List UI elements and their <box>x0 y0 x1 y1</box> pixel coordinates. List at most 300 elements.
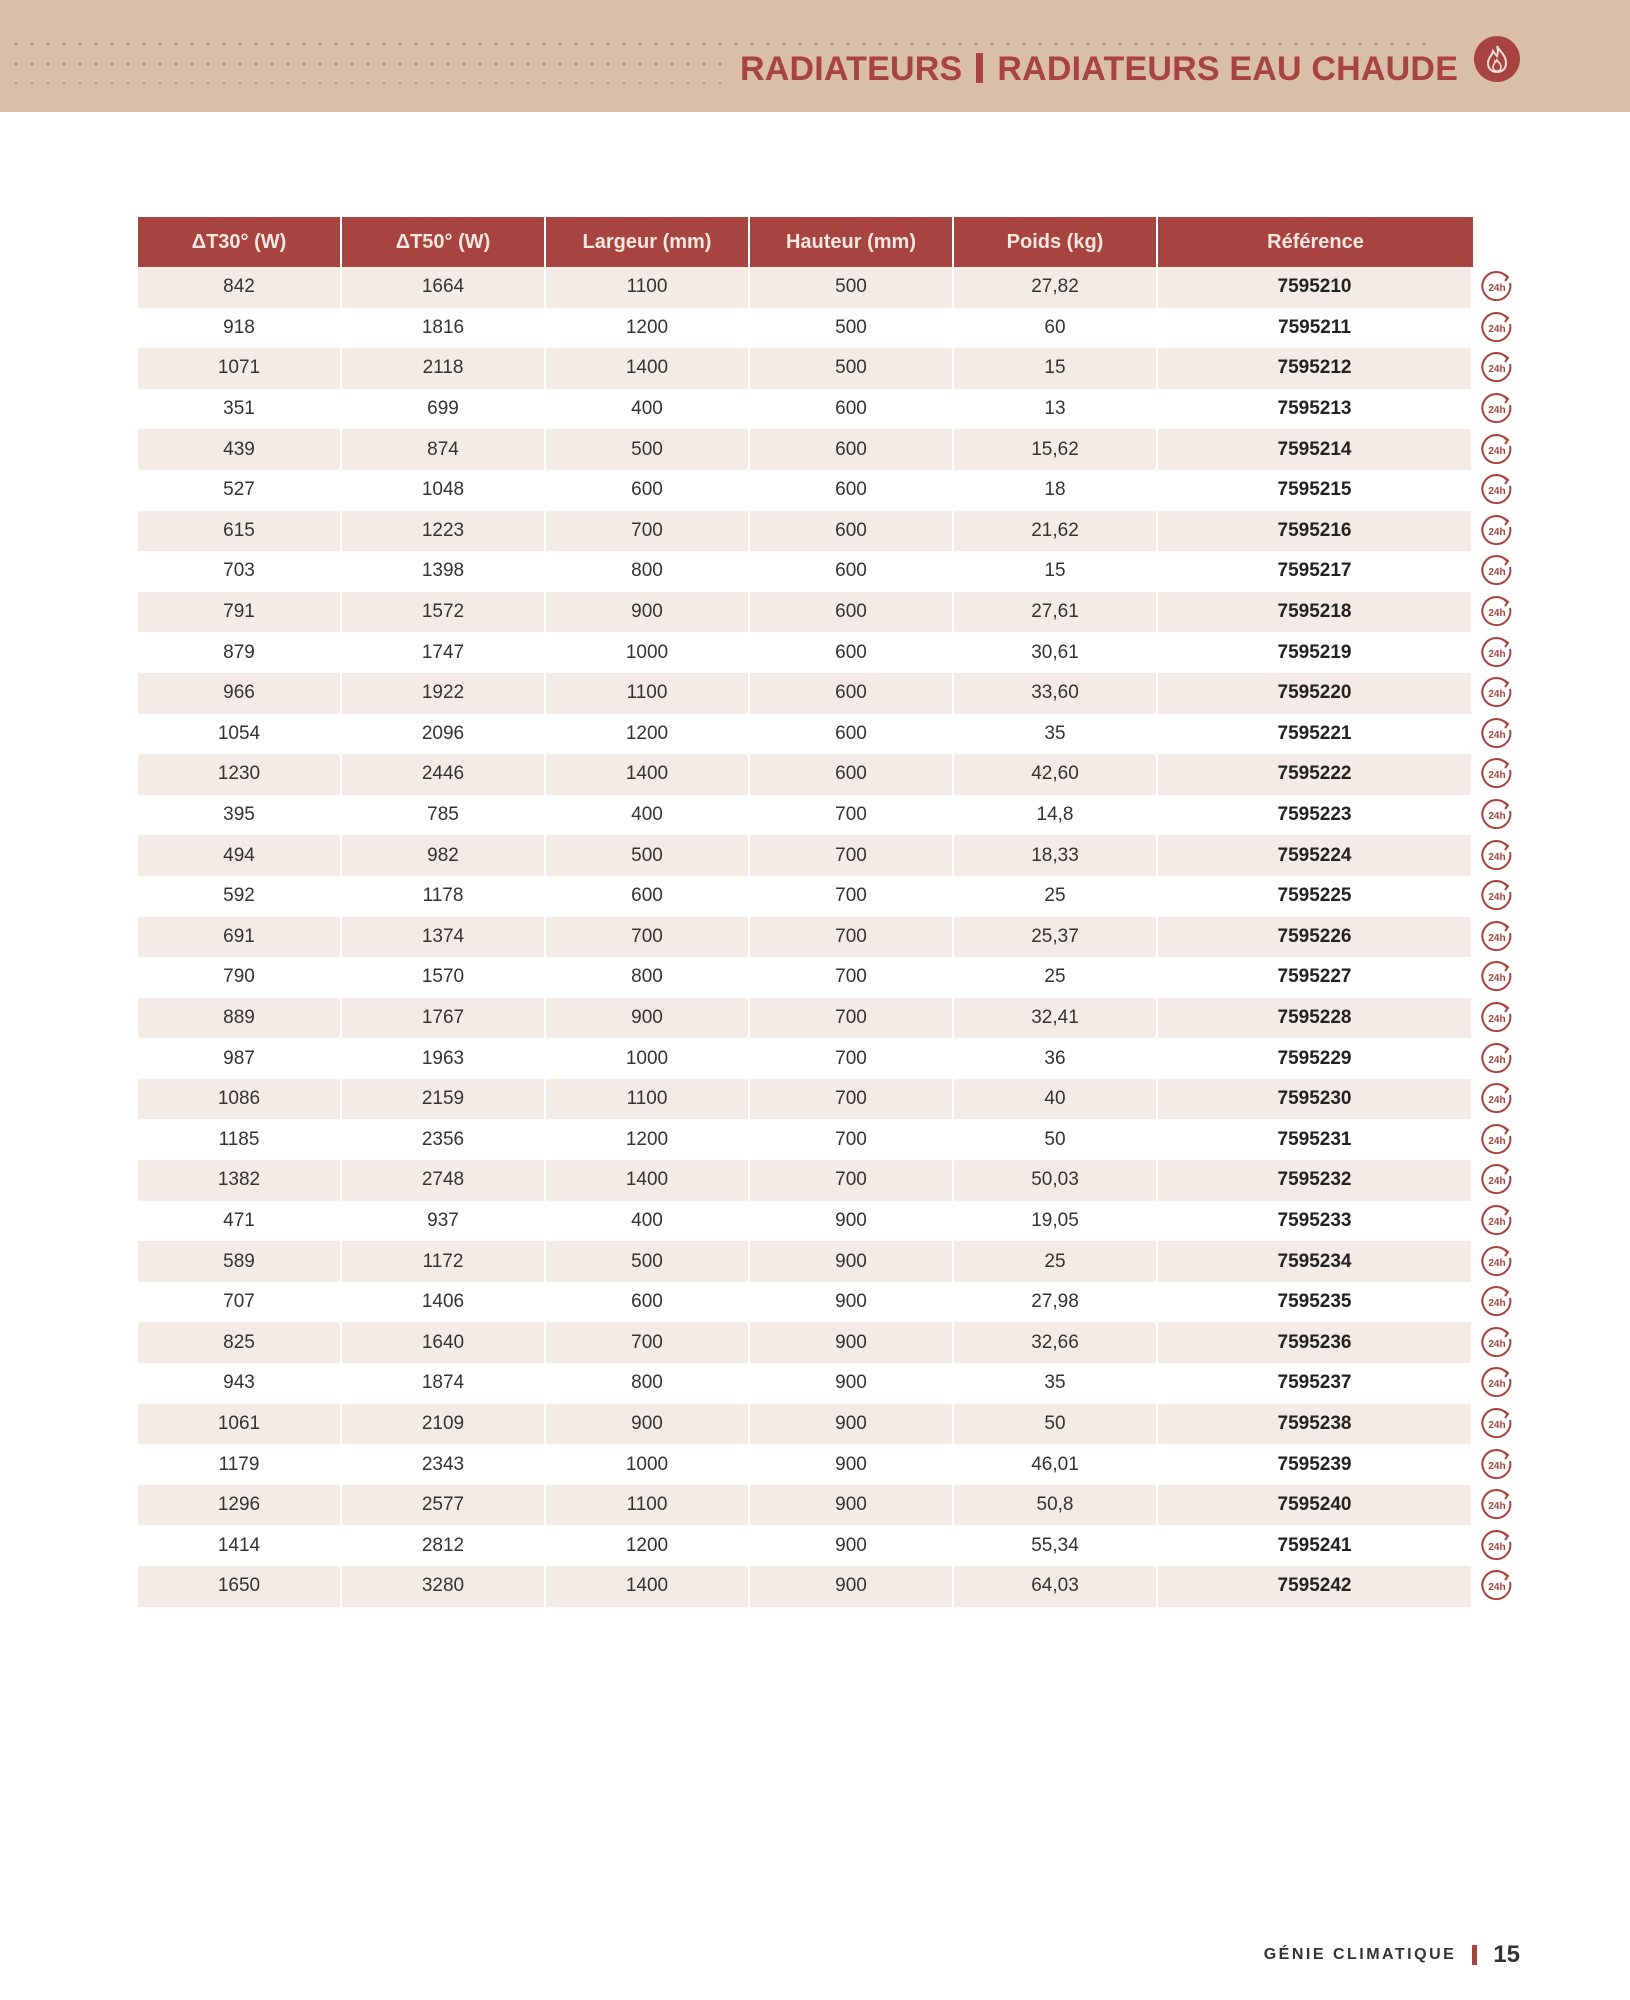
table-cell: 21,62 <box>954 511 1158 552</box>
table-row <box>138 1241 1506 1282</box>
table-cell: 1200 <box>546 308 750 349</box>
table-cell: 1172 <box>342 1241 546 1282</box>
table-cell: 691 <box>138 917 342 958</box>
table-row <box>138 754 1506 795</box>
table-cell: 35 <box>954 714 1158 755</box>
reference-cell: 7595231 <box>1158 1119 1473 1160</box>
table-cell: 14,8 <box>954 795 1158 836</box>
table-cell: 42,60 <box>954 754 1158 795</box>
table-cell: 1664 <box>342 267 546 308</box>
table-cell: 500 <box>546 429 750 470</box>
reference-cell: 7595219 <box>1158 632 1473 673</box>
table-cell: 18 <box>954 470 1158 511</box>
reference-cell: 7595224 <box>1158 835 1473 876</box>
reference-cell: 7595239 <box>1158 1444 1473 1485</box>
reference-cell: 7595212 <box>1158 348 1473 389</box>
delivery-24h-icon <box>1480 920 1514 954</box>
title-separator <box>976 53 983 83</box>
table-cell: 1000 <box>546 632 750 673</box>
product-table <box>138 217 1506 1607</box>
table-row <box>138 795 1506 836</box>
table-cell: 900 <box>546 998 750 1039</box>
table-row <box>138 511 1506 552</box>
table-cell: 500 <box>546 835 750 876</box>
table-cell: 400 <box>546 1201 750 1242</box>
reference-cell: 7595232 <box>1158 1160 1473 1201</box>
table-row <box>138 470 1506 511</box>
table-cell: 25 <box>954 957 1158 998</box>
reference-cell: 7595229 <box>1158 1038 1473 1079</box>
table-cell: 19,05 <box>954 1201 1158 1242</box>
table-cell: 400 <box>546 795 750 836</box>
svg-text:24h: 24h <box>1488 729 1506 741</box>
table-cell: 1185 <box>138 1119 342 1160</box>
table-cell: 1223 <box>342 511 546 552</box>
table-cell: 900 <box>546 1404 750 1445</box>
reference-cell: 7595222 <box>1158 754 1473 795</box>
table-cell: 25 <box>954 876 1158 917</box>
table-cell: 900 <box>750 1282 954 1323</box>
table-cell: 889 <box>138 998 342 1039</box>
table-cell: 2109 <box>342 1404 546 1445</box>
table-cell: 1406 <box>342 1282 546 1323</box>
delivery-24h-icon <box>1480 473 1514 507</box>
svg-text:24h: 24h <box>1488 364 1506 376</box>
table-cell: 1963 <box>342 1038 546 1079</box>
svg-text:24h: 24h <box>1488 1541 1506 1553</box>
svg-text:24h: 24h <box>1488 851 1506 863</box>
reference-cell: 7595216 <box>1158 511 1473 552</box>
table-cell: 600 <box>750 592 954 633</box>
table-cell: 27,98 <box>954 1282 1158 1323</box>
page-footer <box>1264 1940 1520 1970</box>
table-cell: 50,8 <box>954 1485 1158 1526</box>
reference-cell: 7595242 <box>1158 1566 1473 1607</box>
table-row <box>138 998 1506 1039</box>
delivery-24h-icon <box>1480 676 1514 710</box>
table-cell: 439 <box>138 429 342 470</box>
table-cell: 2748 <box>342 1160 546 1201</box>
table-cell: 700 <box>546 1322 750 1363</box>
delivery-24h-icon <box>1480 798 1514 832</box>
table-cell: 842 <box>138 267 342 308</box>
table-cell: 471 <box>138 1201 342 1242</box>
table-cell: 50,03 <box>954 1160 1158 1201</box>
table-cell: 707 <box>138 1282 342 1323</box>
reference-cell: 7595210 <box>1158 267 1473 308</box>
table-cell: 1400 <box>546 1160 750 1201</box>
table-cell: 900 <box>750 1444 954 1485</box>
reference-cell: 7595217 <box>1158 551 1473 592</box>
svg-text:24h: 24h <box>1488 567 1506 579</box>
table-cell: 1398 <box>342 551 546 592</box>
table-cell: 395 <box>138 795 342 836</box>
table-cell: 1874 <box>342 1363 546 1404</box>
table-cell: 592 <box>138 876 342 917</box>
delivery-24h-icon <box>1480 1001 1514 1035</box>
table-cell: 790 <box>138 957 342 998</box>
table-row <box>138 1038 1506 1079</box>
table-cell: 50 <box>954 1119 1158 1160</box>
column-header: Hauteur (mm) <box>750 217 954 267</box>
delivery-24h-icon <box>1480 433 1514 467</box>
table-cell: 1100 <box>546 1485 750 1526</box>
svg-text:24h: 24h <box>1488 323 1506 335</box>
table-cell: 800 <box>546 551 750 592</box>
table-cell: 900 <box>546 592 750 633</box>
delivery-24h-icon <box>1480 960 1514 994</box>
table-cell: 18,33 <box>954 835 1158 876</box>
table-cell: 600 <box>750 389 954 430</box>
reference-cell: 7595220 <box>1158 673 1473 714</box>
svg-text:24h: 24h <box>1488 1501 1506 1513</box>
delivery-24h-icon <box>1480 636 1514 670</box>
table-cell: 36 <box>954 1038 1158 1079</box>
table-cell: 600 <box>750 511 954 552</box>
table-cell: 400 <box>546 389 750 430</box>
dot-pattern <box>8 34 728 84</box>
table-cell: 700 <box>750 795 954 836</box>
table-row <box>138 308 1506 349</box>
table-cell: 351 <box>138 389 342 430</box>
table-cell: 3280 <box>342 1566 546 1607</box>
reference-cell: 7595228 <box>1158 998 1473 1039</box>
svg-text:24h: 24h <box>1488 1054 1506 1066</box>
reference-cell: 7595236 <box>1158 1322 1473 1363</box>
table-cell: 700 <box>750 917 954 958</box>
delivery-24h-icon <box>1480 595 1514 629</box>
table-cell: 1000 <box>546 1038 750 1079</box>
svg-text:24h: 24h <box>1488 1379 1506 1391</box>
table-cell: 1400 <box>546 1566 750 1607</box>
table-cell: 1054 <box>138 714 342 755</box>
table-cell: 25,37 <box>954 917 1158 958</box>
table-cell: 46,01 <box>954 1444 1158 1485</box>
delivery-24h-icon <box>1480 1326 1514 1360</box>
table-row <box>138 1201 1506 1242</box>
svg-text:24h: 24h <box>1488 1013 1506 1025</box>
table-cell: 1650 <box>138 1566 342 1607</box>
table-cell: 700 <box>750 998 954 1039</box>
svg-text:24h: 24h <box>1488 405 1506 417</box>
table-cell: 900 <box>750 1404 954 1445</box>
table-cell: 1414 <box>138 1525 342 1566</box>
table-row <box>138 835 1506 876</box>
svg-text:24h: 24h <box>1488 811 1506 823</box>
table-cell: 2577 <box>342 1485 546 1526</box>
table-cell: 1178 <box>342 876 546 917</box>
table-cell: 32,66 <box>954 1322 1158 1363</box>
svg-text:24h: 24h <box>1488 283 1506 295</box>
delivery-24h-icon <box>1480 270 1514 304</box>
table-cell: 700 <box>750 876 954 917</box>
table-cell: 900 <box>750 1322 954 1363</box>
table-row <box>138 714 1506 755</box>
table-cell: 800 <box>546 1363 750 1404</box>
table-cell: 1296 <box>138 1485 342 1526</box>
table-cell: 615 <box>138 511 342 552</box>
column-header: Référence <box>1267 230 1364 253</box>
table-cell: 2096 <box>342 714 546 755</box>
table-cell: 966 <box>138 673 342 714</box>
reference-cell: 7595223 <box>1158 795 1473 836</box>
svg-text:24h: 24h <box>1488 1460 1506 1472</box>
title-category: RADIATEURS <box>740 50 963 88</box>
svg-text:24h: 24h <box>1488 932 1506 944</box>
reference-cell: 7595237 <box>1158 1363 1473 1404</box>
table-cell: 1000 <box>546 1444 750 1485</box>
delivery-24h-icon <box>1480 1407 1514 1441</box>
delivery-24h-icon <box>1480 392 1514 426</box>
table-cell: 600 <box>750 714 954 755</box>
table-row <box>138 1119 1506 1160</box>
table-cell: 55,34 <box>954 1525 1158 1566</box>
reference-cell: 7595214 <box>1158 429 1473 470</box>
svg-text:24h: 24h <box>1488 770 1506 782</box>
header-band <box>0 0 1630 112</box>
table-cell: 1922 <box>342 673 546 714</box>
delivery-24h-icon <box>1480 1204 1514 1238</box>
table-cell: 900 <box>750 1241 954 1282</box>
footer-section: GÉNIE CLIMATIQUE <box>1263 1946 1457 1963</box>
reference-cell: 7595230 <box>1158 1079 1473 1120</box>
delivery-24h-icon <box>1480 1042 1514 1076</box>
table-cell: 1767 <box>342 998 546 1039</box>
delivery-24h-icon <box>1480 351 1514 385</box>
title-subcategory: RADIATEURS EAU CHAUDE <box>997 50 1459 88</box>
table-cell: 32,41 <box>954 998 1158 1039</box>
table-row <box>138 876 1506 917</box>
table-cell: 1200 <box>546 714 750 755</box>
table-cell: 13 <box>954 389 1158 430</box>
table-row <box>138 1444 1506 1485</box>
table-cell: 700 <box>750 1079 954 1120</box>
reference-cell: 7595240 <box>1158 1485 1473 1526</box>
delivery-24h-icon <box>1480 1285 1514 1319</box>
table-cell: 700 <box>546 917 750 958</box>
table-header <box>138 217 1473 267</box>
table-cell: 15,62 <box>954 429 1158 470</box>
reference-cell: 7595241 <box>1158 1525 1473 1566</box>
table-cell: 527 <box>138 470 342 511</box>
table-row <box>138 1322 1506 1363</box>
table-cell: 1048 <box>342 470 546 511</box>
table-cell: 40 <box>954 1079 1158 1120</box>
table-cell: 589 <box>138 1241 342 1282</box>
svg-text:24h: 24h <box>1488 892 1506 904</box>
table-cell: 1816 <box>342 308 546 349</box>
table-cell: 700 <box>750 1119 954 1160</box>
svg-text:24h: 24h <box>1488 648 1506 660</box>
column-header: Poids (kg) <box>954 217 1158 267</box>
delivery-24h-icon <box>1480 1123 1514 1157</box>
table-row <box>138 1404 1506 1445</box>
svg-text:24h: 24h <box>1488 486 1506 498</box>
table-cell: 1572 <box>342 592 546 633</box>
table-cell: 500 <box>750 348 954 389</box>
table-cell: 600 <box>546 876 750 917</box>
reference-cell: 7595234 <box>1158 1241 1473 1282</box>
table-cell: 700 <box>750 1038 954 1079</box>
table-cell: 900 <box>750 1485 954 1526</box>
table-cell: 30,61 <box>954 632 1158 673</box>
table-cell: 600 <box>750 632 954 673</box>
table-cell: 800 <box>546 957 750 998</box>
table-cell: 1640 <box>342 1322 546 1363</box>
table-cell: 600 <box>750 754 954 795</box>
svg-text:24h: 24h <box>1488 608 1506 620</box>
table-cell: 600 <box>750 470 954 511</box>
table-cell: 1071 <box>138 348 342 389</box>
table-row <box>138 348 1506 389</box>
table-cell: 900 <box>750 1525 954 1566</box>
svg-text:24h: 24h <box>1488 445 1506 457</box>
table-row <box>138 957 1506 998</box>
svg-text:24h: 24h <box>1488 1135 1506 1147</box>
delivery-24h-icon <box>1480 1569 1514 1603</box>
table-row <box>138 1525 1506 1566</box>
table-row <box>138 1363 1506 1404</box>
reference-cell: 7595233 <box>1158 1201 1473 1242</box>
delivery-24h-icon <box>1480 311 1514 345</box>
table-body <box>138 267 1506 1607</box>
table-row <box>138 1485 1506 1526</box>
reference-cell: 7595238 <box>1158 1404 1473 1445</box>
reference-cell: 7595235 <box>1158 1282 1473 1323</box>
table-cell: 703 <box>138 551 342 592</box>
table-cell: 500 <box>750 308 954 349</box>
reference-cell: 7595226 <box>1158 917 1473 958</box>
reference-cell: 7595213 <box>1158 389 1473 430</box>
table-cell: 900 <box>750 1363 954 1404</box>
table-cell: 600 <box>546 1282 750 1323</box>
table-cell: 700 <box>750 835 954 876</box>
table-cell: 500 <box>750 267 954 308</box>
table-cell: 35 <box>954 1363 1158 1404</box>
delivery-24h-icon <box>1480 1366 1514 1400</box>
delivery-24h-icon <box>1480 839 1514 873</box>
table-cell: 600 <box>750 429 954 470</box>
delivery-24h-icon <box>1480 1163 1514 1197</box>
delivery-24h-icon <box>1480 1488 1514 1522</box>
table-cell: 33,60 <box>954 673 1158 714</box>
table-cell: 600 <box>546 470 750 511</box>
table-cell: 900 <box>750 1201 954 1242</box>
table-cell: 1100 <box>546 267 750 308</box>
table-row <box>138 1566 1506 1607</box>
table-cell: 50 <box>954 1404 1158 1445</box>
table-row <box>138 592 1506 633</box>
table-row <box>138 267 1506 308</box>
table-cell: 987 <box>138 1038 342 1079</box>
table-cell: 937 <box>342 1201 546 1242</box>
table-cell: 825 <box>138 1322 342 1363</box>
table-row <box>138 389 1506 430</box>
table-cell: 15 <box>954 348 1158 389</box>
table-row <box>138 632 1506 673</box>
table-cell: 2812 <box>342 1525 546 1566</box>
table-cell: 982 <box>342 835 546 876</box>
table-row <box>138 429 1506 470</box>
table-cell: 64,03 <box>954 1566 1158 1607</box>
table-cell: 15 <box>954 551 1158 592</box>
table-cell: 1100 <box>546 1079 750 1120</box>
table-cell: 1061 <box>138 1404 342 1445</box>
table-cell: 791 <box>138 592 342 633</box>
table-row <box>138 551 1506 592</box>
table-cell: 600 <box>750 551 954 592</box>
reference-cell: 7595218 <box>1158 592 1473 633</box>
table-cell: 2159 <box>342 1079 546 1120</box>
delivery-24h-icon <box>1480 1245 1514 1279</box>
svg-text:24h: 24h <box>1488 1338 1506 1350</box>
delivery-24h-icon <box>1480 554 1514 588</box>
table-cell: 1086 <box>138 1079 342 1120</box>
table-cell: 1747 <box>342 632 546 673</box>
svg-text:24h: 24h <box>1488 689 1506 701</box>
table-cell: 600 <box>750 673 954 714</box>
table-cell: 879 <box>138 632 342 673</box>
table-cell: 1230 <box>138 754 342 795</box>
column-header: Largeur (mm) <box>546 217 750 267</box>
table-cell: 918 <box>138 308 342 349</box>
table-cell: 25 <box>954 1241 1158 1282</box>
table-cell: 500 <box>546 1241 750 1282</box>
flame-icon <box>1474 36 1520 82</box>
table-row <box>138 1079 1506 1120</box>
delivery-24h-icon <box>1480 717 1514 751</box>
table-cell: 1400 <box>546 348 750 389</box>
table-cell: 700 <box>546 511 750 552</box>
svg-text:24h: 24h <box>1488 526 1506 538</box>
table-cell: 1382 <box>138 1160 342 1201</box>
table-cell: 1179 <box>138 1444 342 1485</box>
table-cell: 1200 <box>546 1119 750 1160</box>
footer-separator <box>1472 1945 1477 1965</box>
reference-cell: 7595215 <box>1158 470 1473 511</box>
svg-text:24h: 24h <box>1488 1419 1506 1431</box>
table-cell: 27,82 <box>954 267 1158 308</box>
svg-text:24h: 24h <box>1488 1298 1506 1310</box>
table-cell: 874 <box>342 429 546 470</box>
delivery-24h-icon <box>1480 1082 1514 1116</box>
table-row <box>138 1160 1506 1201</box>
reference-cell: 7595227 <box>1158 957 1473 998</box>
table-cell: 1374 <box>342 917 546 958</box>
svg-text:24h: 24h <box>1488 1095 1506 1107</box>
svg-text:24h: 24h <box>1488 1582 1506 1594</box>
page-number: 15 <box>1493 1941 1520 1968</box>
delivery-24h-icon <box>1480 757 1514 791</box>
table-cell: 2446 <box>342 754 546 795</box>
table-cell: 60 <box>954 308 1158 349</box>
delivery-24h-icon <box>1480 1448 1514 1482</box>
svg-text:24h: 24h <box>1488 1176 1506 1188</box>
reference-cell: 7595225 <box>1158 876 1473 917</box>
table-row <box>138 1282 1506 1323</box>
table-cell: 699 <box>342 389 546 430</box>
table-cell: 785 <box>342 795 546 836</box>
table-cell: 1100 <box>546 673 750 714</box>
table-row <box>138 673 1506 714</box>
table-cell: 1200 <box>546 1525 750 1566</box>
page-title <box>740 44 1458 94</box>
table-cell: 700 <box>750 1160 954 1201</box>
delivery-24h-icon <box>1480 1529 1514 1563</box>
table-cell: 27,61 <box>954 592 1158 633</box>
column-header: ΔT50° (W) <box>342 217 546 267</box>
table-cell: 2356 <box>342 1119 546 1160</box>
